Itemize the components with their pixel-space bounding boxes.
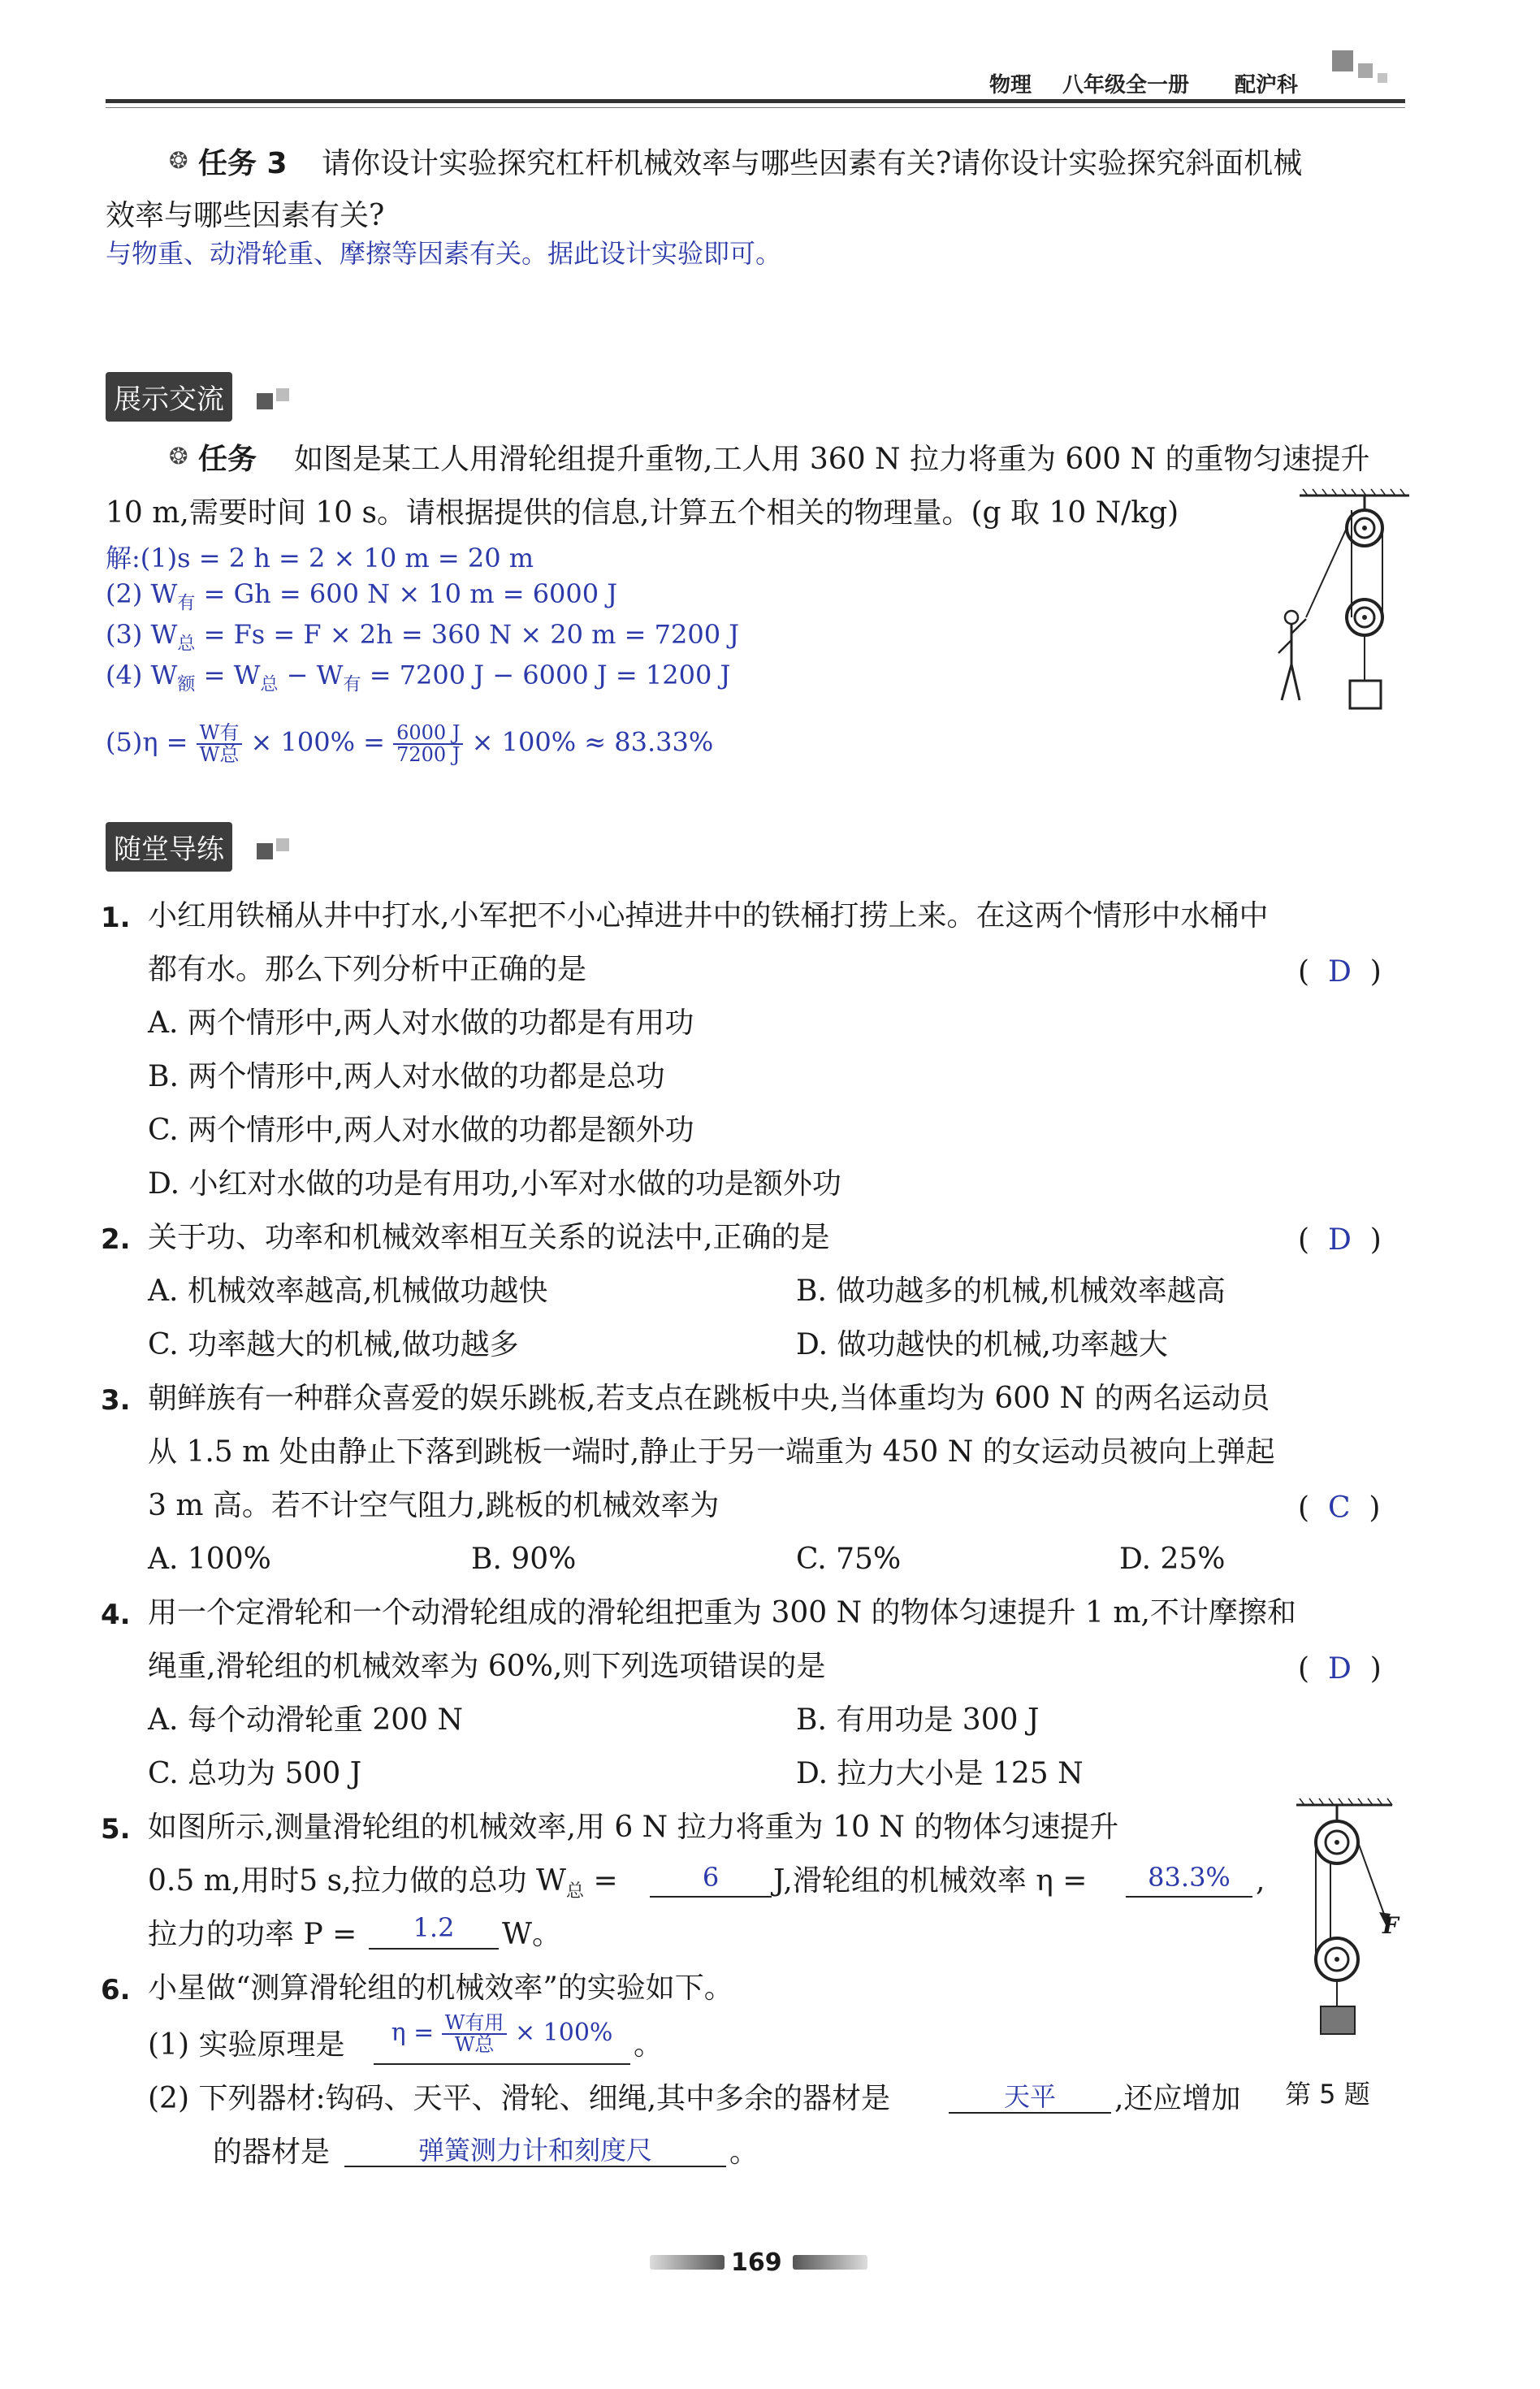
- q6-part2-end: 。: [729, 2136, 759, 2169]
- footer-decor-left: [650, 2255, 725, 2270]
- q6-part2-mid: ,还应增加: [1114, 2082, 1241, 2115]
- q3-line2: 从 1.5 m 处由静止下落到跳板一端时,静止于另一端重为 450 N 的女运动员被向上弹起: [148, 1435, 1275, 1469]
- header-grade: 八年级全一册: [1062, 73, 1190, 97]
- header-edition: 配沪科: [1235, 73, 1299, 97]
- q5-pulley-figure: [1295, 1797, 1395, 2073]
- header-decor-square-large: [1332, 50, 1353, 71]
- q2-answer-bracket: ( D ): [1298, 1223, 1382, 1257]
- q1-line1: 小红用铁桶从井中打水,小军把不小心掉进井中的铁桶打捞上来。在这两个情形中水桶中: [148, 899, 1269, 933]
- q1-option-b: B. 两个情形中,两人对水做的功都是总功: [148, 1060, 665, 1093]
- q6-number: 6.: [101, 1974, 131, 2006]
- q4-answer-bracket: ( D ): [1298, 1652, 1382, 1686]
- q6-added-equipment-blank: 弹簧测力计和刻度尺: [344, 2130, 726, 2167]
- page-number: 169: [731, 2248, 782, 2277]
- q5-power-blank: 1.2: [369, 1912, 499, 1950]
- header-decor-square-mid: [1358, 63, 1373, 78]
- header-subject: 物理: [989, 73, 1032, 97]
- solution-line5: (5)η = $\frac{\text{W有}}{\text{W总}}$ × 100% = $\frac{6000 J}{7200 J}$ × 100% ≈ 83.33%: [106, 721, 714, 767]
- q4-option-d: D. 拉力大小是 125 N: [796, 1757, 1084, 1790]
- q2-option-d: D. 做功越快的机械,功率越大: [796, 1328, 1168, 1361]
- q5-line1: 如图所示,测量滑轮组的机械效率,用 6 N 拉力将重为 10 N 的物体匀速提升: [148, 1811, 1119, 1844]
- task-show-text-line2: 10 m,需要时间 10 s。请根据提供的信息,计算五个相关的物理量。(g 取 10 N/kg): [106, 496, 1179, 530]
- task-show-label: 任务: [198, 443, 257, 476]
- q3-answer-bracket: ( C ): [1298, 1491, 1381, 1525]
- task-show-bullet-icon: ❂: [169, 443, 188, 470]
- q3-answer: C: [1327, 1491, 1351, 1525]
- pulley-worker-figure: [1267, 487, 1413, 723]
- q3-number: 3.: [101, 1384, 131, 1417]
- q5-total-work-blank: 6: [650, 1862, 772, 1898]
- q3-option-a: A. 100%: [148, 1543, 271, 1576]
- section-title-practice: 随堂导练: [106, 822, 232, 872]
- section-show-decor-2: [276, 388, 289, 401]
- q5-number: 5.: [101, 1813, 131, 1846]
- task3-text-line2: 效率与哪些因素有关?: [106, 199, 385, 232]
- task3-answer: 与物重、动滑轮重、摩擦等因素有关。据此设计实验即可。: [106, 238, 782, 269]
- q6-part1-end: 。: [634, 2028, 664, 2062]
- q2-line1: 关于功、功率和机械效率相互关系的说法中,正确的是: [148, 1221, 830, 1254]
- section-practice-decor-1: [257, 843, 273, 859]
- header-rule-thin: [106, 107, 1405, 108]
- task3-text-line1: 请你设计实验探究杠杆机械效率与哪些因素有关?请你设计实验探究斜面机械: [322, 147, 1303, 180]
- q4-line1: 用一个定滑轮和一个动滑轮组成的滑轮组把重为 300 N 的物体匀速提升 1 m,不计摩擦和: [148, 1596, 1296, 1629]
- q2-option-a: A. 机械效率越高,机械做功越快: [148, 1275, 548, 1308]
- header-decor-square-small: [1378, 73, 1387, 83]
- q3-option-d: D. 25%: [1119, 1543, 1226, 1576]
- q2-answer: D: [1327, 1223, 1352, 1257]
- q5-figure-caption: 第 5 题: [1285, 2079, 1370, 2110]
- q6-line1: 小星做“测算滑轮组的机械效率”的实验如下。: [148, 1971, 733, 2005]
- section-show-decor-1: [257, 393, 273, 409]
- q1-line2: 都有水。那么下列分析中正确的是: [148, 953, 587, 986]
- q2-option-b: B. 做功越多的机械,机械效率越高: [796, 1275, 1226, 1308]
- q5-line2-middle: J,滑轮组的机械效率 η =: [773, 1864, 1088, 1898]
- q5-line2-end: ,: [1256, 1864, 1265, 1898]
- header-rule: [106, 99, 1405, 103]
- solution-line4: (4) $W_额 = W_总 - W_有 = 7200$ J − 6000 J = 1200 J: [106, 660, 731, 695]
- q6-extra-equipment-blank: 天平: [949, 2076, 1111, 2114]
- q3-option-c: C. 75%: [796, 1543, 902, 1576]
- task3-bullet-icon: ❂: [169, 147, 188, 174]
- q3-line1: 朝鲜族有一种群众喜爱的娱乐跳板,若支点在跳板中央,当体重均为 600 N 的两名运动员: [148, 1382, 1270, 1415]
- q4-option-a: A. 每个动滑轮重 200 N: [148, 1703, 463, 1737]
- q4-option-b: B. 有用功是 300 J: [796, 1703, 1040, 1737]
- q4-number: 4.: [101, 1599, 131, 1631]
- q5-line3-start: 拉力的功率 P =: [148, 1918, 357, 1951]
- section-title-show: 展示交流: [106, 372, 232, 422]
- q6-part2-line2-start: 的器材是: [213, 2136, 331, 2169]
- q1-option-c: C. 两个情形中,两人对水做的功都是额外功: [148, 1114, 694, 1147]
- q6-part1-label: (1) 实验原理是: [148, 2028, 345, 2062]
- q1-answer: D: [1327, 955, 1352, 989]
- q5-line3-end: W。: [502, 1918, 562, 1951]
- q5-line2-start: 0.5 m,用时5 s,拉力做的总功 $W_总$ =: [148, 1864, 618, 1902]
- section-practice-decor-2: [276, 838, 289, 851]
- q1-number: 1.: [101, 902, 131, 934]
- footer-decor-right: [793, 2255, 867, 2270]
- task3-label: 任务 3: [198, 147, 288, 180]
- q4-answer: D: [1327, 1652, 1352, 1686]
- q4-line2: 绳重,滑轮组的机械效率为 60%,则下列选项错误的是: [148, 1650, 826, 1683]
- q2-number: 2.: [101, 1223, 131, 1256]
- task-show-text-line1: 如图是某工人用滑轮组提升重物,工人用 360 N 拉力将重为 600 N 的重物匀速提升: [294, 443, 1370, 476]
- solution-line1: 解:(1)s = 2 h = 2 × 10 m = 20 m: [106, 543, 534, 573]
- solution-line3: (3) $W_总 = Fs = F \times 2h = 360$ N × 20 m = 7200 J: [106, 619, 740, 655]
- q3-line3: 3 m 高。若不计空气阻力,跳板的机械效率为: [148, 1489, 720, 1522]
- q3-option-b: B. 90%: [471, 1543, 577, 1576]
- solution-line2: (2) $W_有 = Gh = 600$ N × 10 m = 6000 J: [106, 578, 618, 614]
- q6-principle-answer: η = $\frac{\text{W有用}}{\text{W总}}$ × 100%: [374, 2013, 630, 2065]
- q1-answer-bracket: ( D ): [1298, 955, 1382, 989]
- q1-option-a: A. 两个情形中,两人对水做的功都是有用功: [148, 1006, 694, 1040]
- q6-part2-text: (2) 下列器材:钩码、天平、滑轮、细绳,其中多余的器材是: [148, 2082, 891, 2115]
- q4-option-c: C. 总功为 500 J: [148, 1757, 362, 1790]
- q5-force-label: F: [1382, 1912, 1399, 1939]
- q2-option-c: C. 功率越大的机械,做功越多: [148, 1328, 519, 1361]
- q5-efficiency-blank: 83.3%: [1126, 1862, 1252, 1898]
- q1-option-d: D. 小红对水做的功是有用功,小军对水做的功是额外功: [148, 1167, 841, 1201]
